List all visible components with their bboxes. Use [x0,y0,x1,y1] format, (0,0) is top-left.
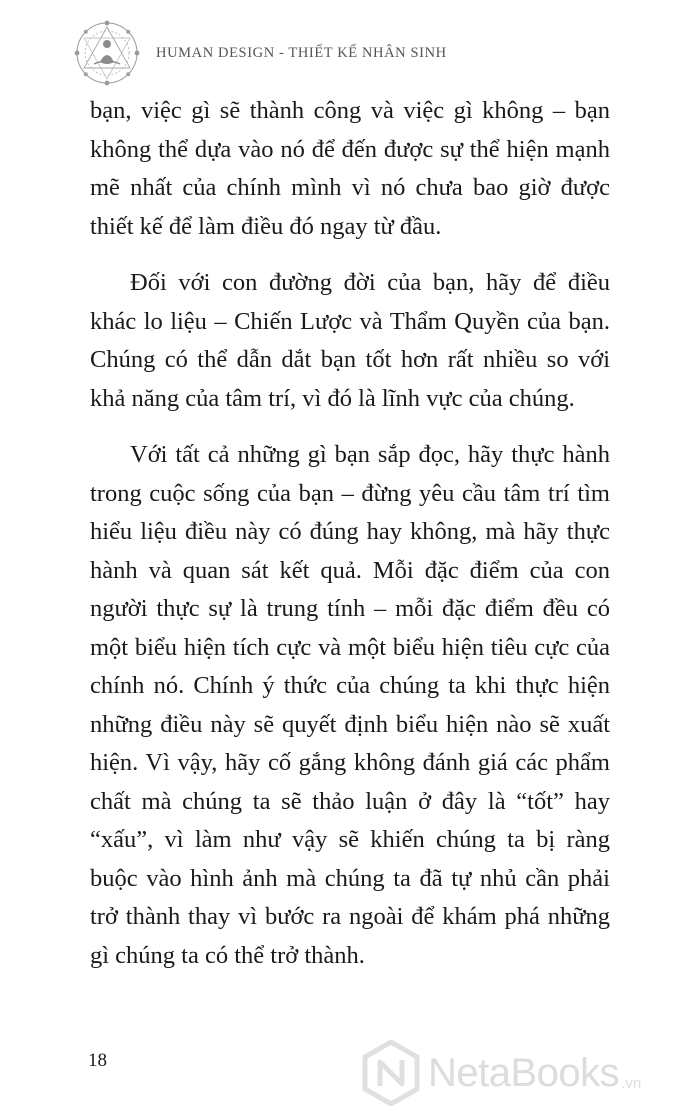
paragraph-1: bạn, việc gì sẽ thành công và việc gì không – bạn không thể dựa vào nó để đến được sự thể hiện mạnh mẽ nhất của chính mình vì nó chưa bao giờ được thiết kế để làm điều đó ngay từ đầu. [90,97,610,240]
page-body [90,92,610,993]
page-number: 18 [88,1050,107,1071]
watermark-suffix: .vn [621,1075,642,1092]
running-head-title: HUMAN DESIGN - THIẾT KẾ NHÂN SINH [156,44,447,61]
netabooks-logo-icon [362,1040,420,1106]
paragraph-3: Với tất cả những gì bạn sắp đọc, hãy thực hành trong cuộc sống của bạn – đừng yêu cầu tâm trí tìm hiểu liệu điều này có đúng hay không, mà hãy thực hành và quan sát kết quả. Mỗi đặc điểm của con người thực sự là trung tính – mỗi đặc điểm đều có một biểu hiện tích cực và một biểu hiện tiêu cực của chính nó. Chính ý thức của chúng ta khi thực hiện những điều này sẽ quyết định biểu hiện nào sẽ xuất hiện. Vì vậy, hãy cố gắng không đánh giá các phẩm chất mà chúng ta sẽ thảo luận ở đây là “tốt” hay “xấu”, vì làm như vậy sẽ khiến chúng ta bị ràng buộc vào hình ảnh mà chúng ta đã tự nhủ cần phải trở thành thay vì bước ra ngoài để khám phá những gì chúng ta có thể trở thành. [90,441,610,969]
watermark [362,1040,641,1106]
paragraph-2: Đối với con đường đời của bạn, hãy để điều khác lo liệu – Chiến Lược và Thẩm Quyền của bạn. Chúng có thể dẫn dắt bạn tốt hơn rất nhiều so với khả năng của tâm trí, vì đó là lĩnh vực của chúng. [90,269,610,412]
page-header [72,18,447,88]
watermark-brand: NetaBooks [428,1050,620,1095]
mandala-meditator-icon [72,18,142,88]
